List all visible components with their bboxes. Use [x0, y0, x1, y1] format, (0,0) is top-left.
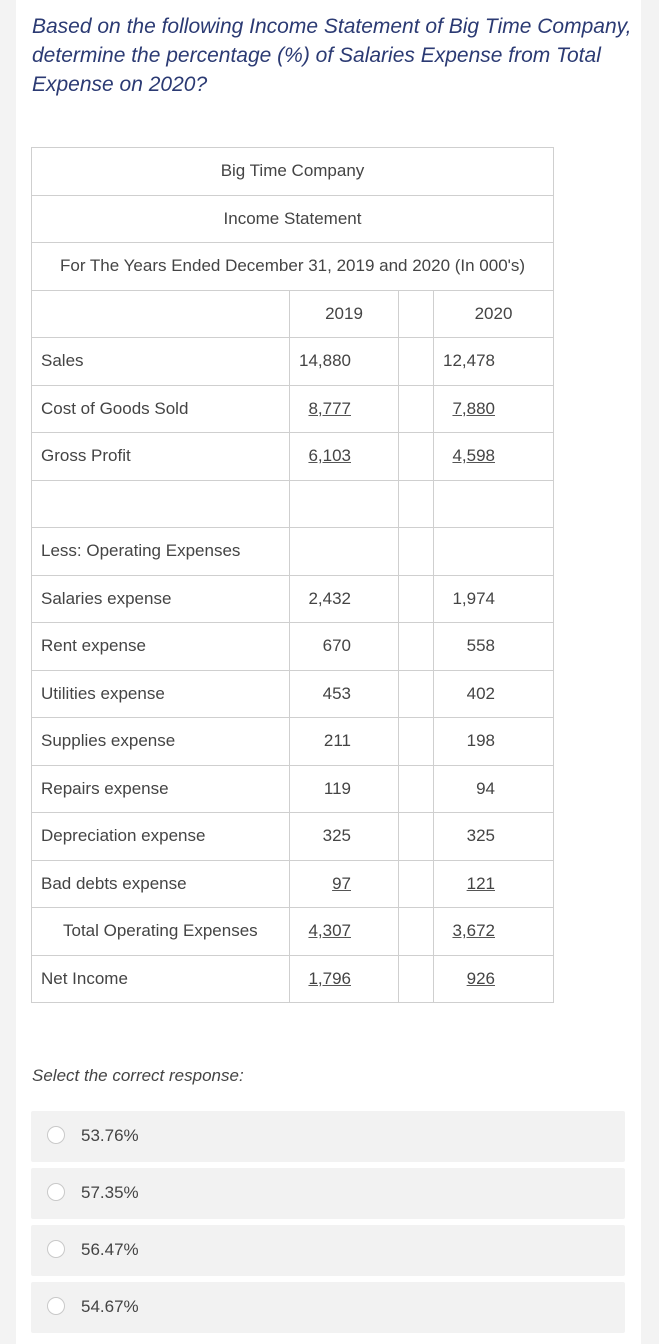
table-row — [32, 765, 554, 813]
value-2020: 94 — [476, 778, 495, 798]
option-label: 54.67% — [81, 1297, 139, 1316]
spacer-cell — [399, 433, 434, 481]
value-2020: 325 — [466, 826, 495, 846]
answer-option-2[interactable] — [31, 1168, 625, 1219]
answer-option-1[interactable] — [31, 1111, 625, 1162]
value-2019: 6,103 — [308, 446, 351, 466]
radio-button[interactable] — [47, 1240, 65, 1258]
spacer-cell — [399, 813, 434, 861]
value-2019: 1,796 — [308, 968, 351, 988]
value-2020: 1,974 — [452, 588, 495, 608]
row-label: Cost of Goods Sold — [32, 385, 290, 433]
table-row — [32, 908, 554, 956]
value-2019: 119 — [323, 778, 351, 798]
radio-button[interactable] — [47, 1126, 65, 1144]
spacer-cell — [399, 575, 434, 623]
value-2019: 2,432 — [308, 588, 351, 608]
value-2019: 97 — [332, 873, 351, 893]
table-row — [32, 860, 554, 908]
row-label: Bad debts expense — [32, 860, 290, 908]
spacer-cell — [399, 290, 434, 338]
value-2019: 211 — [323, 731, 351, 751]
row-label: Net Income — [32, 955, 290, 1003]
row-label: Total Operating Expenses — [32, 908, 290, 956]
spacer-cell — [399, 480, 434, 528]
value-2020: 926 — [466, 968, 495, 988]
row-label: Repairs expense — [32, 765, 290, 813]
value-2020: 3,672 — [452, 921, 495, 941]
table-row — [32, 338, 554, 386]
spacer-cell — [399, 955, 434, 1003]
value-2020: 402 — [466, 683, 495, 703]
row-label: Utilities expense — [32, 670, 290, 718]
spacer-cell — [399, 385, 434, 433]
statement-title: Income Statement — [32, 195, 554, 243]
value-2019: 670 — [322, 636, 351, 656]
table-row — [32, 955, 554, 1003]
spacer-cell — [399, 908, 434, 956]
spacer-cell — [399, 338, 434, 386]
value-2020: 4,598 — [452, 446, 495, 466]
answer-option-3[interactable] — [31, 1225, 625, 1276]
radio-button[interactable] — [47, 1297, 65, 1315]
row-label: Gross Profit — [32, 433, 290, 481]
option-label: 57.35% — [81, 1183, 139, 1202]
value-2020: 558 — [466, 636, 495, 656]
value-2019: 8,777 — [308, 398, 351, 418]
value-2019: 4,307 — [308, 921, 351, 941]
value-2020: 121 — [466, 873, 495, 893]
spacer-cell — [399, 860, 434, 908]
option-label: 56.47% — [81, 1240, 139, 1259]
value-2019: 14,880 — [299, 351, 351, 371]
row-label: Salaries expense — [32, 575, 290, 623]
radio-button[interactable] — [47, 1183, 65, 1201]
table-row — [32, 575, 554, 623]
select-response-label: Select the correct response: — [32, 1066, 244, 1085]
table-row — [32, 480, 554, 528]
value-2019: 325 — [322, 826, 351, 846]
spacer-cell — [399, 670, 434, 718]
row-label: Supplies expense — [32, 718, 290, 766]
row-label: Sales — [32, 338, 290, 386]
value-2020: 12,478 — [443, 351, 495, 371]
table-row — [32, 813, 554, 861]
table-row — [32, 623, 554, 671]
row-label: Less: Operating Expenses — [32, 528, 290, 576]
header-2019: 2019 — [290, 290, 399, 338]
option-label: 53.76% — [81, 1126, 139, 1145]
value-2019: 453 — [322, 683, 351, 703]
question-text: Based on the following Income Statement of Big Time Company, determine the percentage (%) of Salaries Expense from Total Expense on 2020? — [32, 15, 632, 96]
spacer-cell — [399, 718, 434, 766]
row-label: Depreciation expense — [32, 813, 290, 861]
value-2020: 198 — [466, 731, 495, 751]
table-row — [32, 718, 554, 766]
table-row — [32, 385, 554, 433]
statement-period: For The Years Ended December 31, 2019 and 2020 (In 000's) — [32, 243, 554, 291]
header-blank — [32, 290, 290, 338]
value-2020: 7,880 — [452, 398, 495, 418]
company-name: Big Time Company — [32, 148, 554, 196]
header-2020: 2020 — [434, 290, 554, 338]
table-row — [32, 670, 554, 718]
header-row — [32, 290, 554, 338]
table-row — [32, 528, 554, 576]
row-label: Rent expense — [32, 623, 290, 671]
spacer-cell — [399, 528, 434, 576]
spacer-cell — [399, 623, 434, 671]
table-row — [32, 433, 554, 481]
spacer-cell — [399, 765, 434, 813]
answer-option-4[interactable] — [31, 1282, 625, 1333]
row-label — [32, 480, 290, 528]
income-statement-table — [31, 147, 554, 1003]
